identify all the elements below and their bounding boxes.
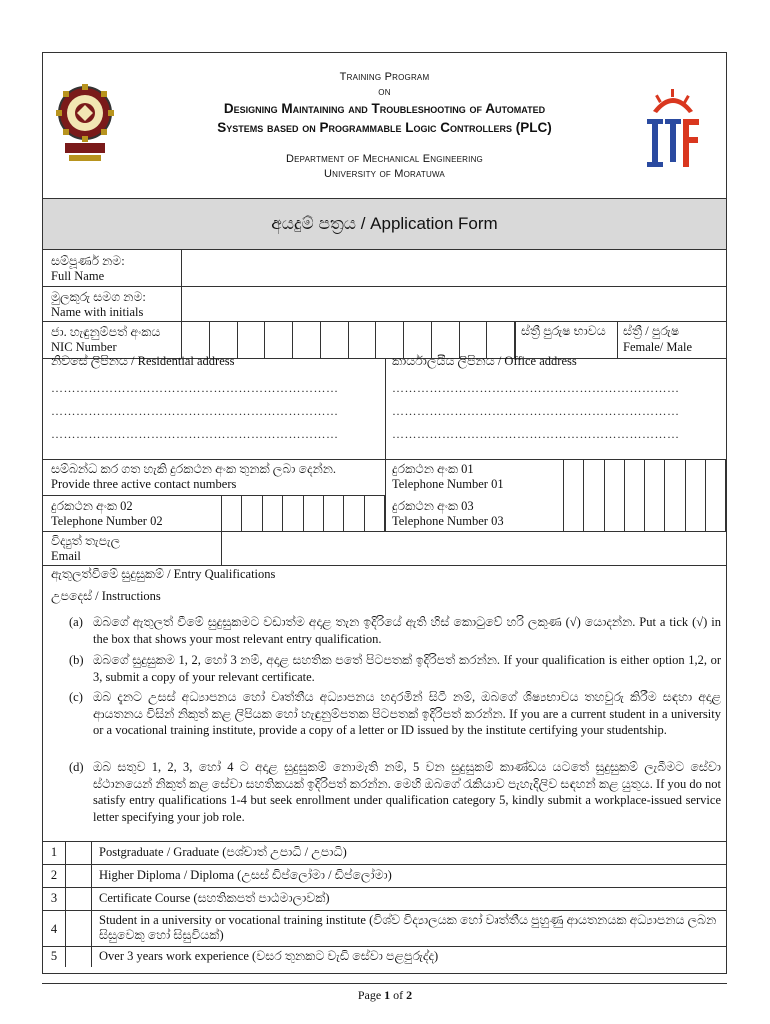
nic-label: NIC Number <box>51 340 117 354</box>
char-box[interactable] <box>209 321 237 358</box>
option-1-checkbox[interactable] <box>66 842 91 864</box>
char-box[interactable] <box>181 321 209 358</box>
department-name: Department of Mechanical Engineering <box>286 153 483 165</box>
char-box[interactable] <box>323 495 343 531</box>
option-number: 2 <box>50 868 58 882</box>
char-box[interactable] <box>664 495 684 531</box>
option-3-checkbox[interactable] <box>66 888 91 910</box>
instruction-b <box>69 652 721 685</box>
email-label: Email <box>51 549 81 563</box>
page-total: 2 <box>406 988 413 1002</box>
char-box[interactable] <box>685 459 705 495</box>
instruction-label: (a) <box>69 615 83 629</box>
email-label-si: විද්‍යුත් තැපැල <box>51 534 121 548</box>
char-box[interactable] <box>221 495 241 531</box>
tel3-input[interactable] <box>563 495 726 531</box>
option-5-checkbox[interactable] <box>66 947 91 966</box>
page-footer <box>0 988 770 1003</box>
full-name-input[interactable] <box>182 251 725 285</box>
char-box[interactable] <box>282 495 302 531</box>
gender-options[interactable]: Female/ Male <box>623 340 693 354</box>
char-box[interactable] <box>604 495 624 531</box>
char-box[interactable] <box>241 495 261 531</box>
char-box[interactable] <box>403 321 431 358</box>
option-number: 1 <box>50 845 58 859</box>
page-number: 1 <box>384 988 391 1002</box>
gender-label-si: ස්ත්‍රී පුරුෂ භාවය <box>521 324 606 338</box>
form-title: අයදුම් පත්‍රය / Application Form <box>43 198 726 250</box>
option-number: 3 <box>50 891 58 905</box>
instruction-text: ඔබ දැනට උසස් අධ්‍යාපනය හෝ වෘත්තීය අධ්‍යාපනය හදාරමින් සිටී නම්, ඔබගේ ශිෂ්‍යභාවය තහවුරු කිරීම සඳහා අදාළ ආයතනය විසින් නිකුත් කළ ලිපියක හෝ හැඳුනුම්පතක පිටපතක් ඉදිරිපත් කරන්න. If you are a current student in a university or a vocational training institute, provide a copy of a letter or ID issued by the institute certifying your studentship. <box>93 690 721 737</box>
page-prefix: Page <box>357 988 385 1002</box>
tel2-input[interactable] <box>221 495 385 531</box>
char-box[interactable] <box>624 459 644 495</box>
char-box[interactable] <box>459 321 487 358</box>
char-box[interactable] <box>262 495 282 531</box>
residential-address-line1[interactable]: …………………………………………………………… <box>51 381 339 395</box>
application-sheet <box>42 52 727 974</box>
instruction-label: (c) <box>69 690 83 704</box>
tel3-label: Telephone Number 03 <box>392 514 504 528</box>
option-text: Higher Diploma / Diploma (උසස් ඩිප්ලෝමා / ඩිප්ලෝමා) <box>99 868 392 882</box>
option-text: Student in a university or vocational training institute (විශ්ව විද්‍යාලයක හෝ වෘත්තීය පුහුණු ආයතනයක අධ්‍යාපනය ලබන සිසුවෙකු හෝ සිසුවියක්) <box>99 913 717 942</box>
instruction-a <box>69 614 721 647</box>
option-text: Postgraduate / Graduate (පශ්චාත් උපාධි / උපාධි) <box>99 845 347 859</box>
char-box[interactable] <box>705 459 726 495</box>
instruction-text: ඔබගේ සුදුසුකම 1, 2, හෝ 3 නම්, අදාළ සහතික පතේ පිටපතක් ඉදිරිපත් කරන්න. If your qualification is either option 1,2, or 3, submit a copy of your relevant certificate. <box>93 653 721 684</box>
char-box[interactable] <box>705 495 726 531</box>
option-number: 5 <box>50 949 58 963</box>
char-box[interactable] <box>583 459 603 495</box>
contact-label: Provide three active contact numbers <box>51 477 237 491</box>
char-box[interactable] <box>563 495 583 531</box>
residential-address-label: නිවසේ ලිපිනය / Residential address <box>51 354 235 368</box>
instruction-d <box>69 759 721 825</box>
option-4-checkbox[interactable] <box>66 911 91 945</box>
office-address-line2[interactable]: …………………………………………………………… <box>392 404 680 418</box>
full-name-label: Full Name <box>51 269 105 283</box>
office-address-line1[interactable]: …………………………………………………………… <box>392 381 680 395</box>
program-title-line1: Designing Maintaining and Troubleshooting of Automated <box>223 101 546 116</box>
char-box[interactable] <box>364 495 385 531</box>
instruction-label: (b) <box>69 653 84 667</box>
tel1-label-si: දුරකථන අංක 01 <box>392 462 474 476</box>
tel1-input[interactable] <box>563 459 726 495</box>
char-box[interactable] <box>583 495 603 531</box>
nic-label-si: ජා. හැඳුනුම්පත් අංකය <box>51 325 161 339</box>
tel3-label-si: දුරකථන අංක 03 <box>392 499 474 513</box>
char-box[interactable] <box>431 321 459 358</box>
tel2-label: Telephone Number 02 <box>51 514 163 528</box>
full-name-label-si: සම්පූර්ණ නම: <box>51 254 125 268</box>
header <box>43 53 726 198</box>
entry-qualifications-heading: ඇතුලත්වීමේ සුදුසුකම් / Entry Qualifications <box>51 567 276 581</box>
char-box[interactable] <box>604 459 624 495</box>
initials-label: Name with initials <box>51 305 144 319</box>
instruction-text: ඔබගේ ඇතුලත් වීමේ සුදුසුකමට වඩාත්ම අදාළ තැන ඉදිරියේ ඇති හිස් කොටුවේ හරි ලකුණ (√) යොදන්න. Put a tick (√) in the box that shows your most relevant entry qualification. <box>93 615 721 646</box>
initials-label-si: මුලකුරු සමග නම: <box>51 290 146 304</box>
char-box[interactable] <box>685 495 705 531</box>
instructions-heading: උපදෙස් / Instructions <box>51 589 161 603</box>
char-box[interactable] <box>664 459 684 495</box>
option-number: 4 <box>50 922 58 936</box>
instruction-label: (d) <box>69 760 84 774</box>
char-box[interactable] <box>320 321 348 358</box>
char-box[interactable] <box>486 321 515 358</box>
nic-input[interactable] <box>181 321 515 358</box>
instruction-c <box>69 689 721 739</box>
char-box[interactable] <box>624 495 644 531</box>
program-label: Training Program <box>339 71 430 83</box>
char-box[interactable] <box>348 321 376 358</box>
residential-address-line2[interactable]: …………………………………………………………… <box>51 404 339 418</box>
char-box[interactable] <box>563 459 583 495</box>
char-box[interactable] <box>644 459 664 495</box>
residential-address-line3[interactable]: …………………………………………………………… <box>51 427 339 441</box>
gender-options-si[interactable]: ස්ත්‍රී / පුරුෂ <box>623 324 680 338</box>
char-box[interactable] <box>292 321 320 358</box>
char-box[interactable] <box>375 321 403 358</box>
tel2-label-si: දුරකථන අංක 02 <box>51 499 133 513</box>
char-box[interactable] <box>264 321 292 358</box>
option-text: Certificate Course (සහතිකපත් පාඨමාලාවක්) <box>99 891 330 905</box>
instruction-text: ඔබ සතුව 1, 2, 3, හෝ 4 ට අදාළ සුදුසුකම් නොමැති නම්, 5 වන සුදුසුකම් කාණ්ඩය යටතේ සුදුසුකම් ලැබීමට සේවා ස්ථානයෙන් නිකුත් කළ සේවා සහතිකයක් ඉදිරිපත් කරන්න. මෙහි ඔබගේ රැකියාව පැහැදිලිව සඳහන් කළ යුතුය. If you do not satisfy entry qualifications 1-4 but seek enrollment under qualification category 5, kindly submit a workplace-issued service letter specifying your job role. <box>93 760 721 824</box>
char-box[interactable] <box>303 495 323 531</box>
program-title-line2: Systems based on Programmable Logic Controllers (PLC) <box>217 120 552 135</box>
option-2-checkbox[interactable] <box>66 865 91 887</box>
char-box[interactable] <box>237 321 265 358</box>
option-text: Over 3 years work experience (වසර තුනකට වැඩි සේවා පළපුරුද්ද) <box>99 949 439 963</box>
char-box[interactable] <box>644 495 664 531</box>
footer-rule <box>42 983 727 984</box>
office-address-label: කාර්යාලයීය ලිපිනය / Office address <box>392 354 577 368</box>
page-of: of <box>390 988 407 1002</box>
contact-label-si: සම්බන්ධ කර ගත හැකි දුරකථන අංක තුනක් ලබා දෙන්න. <box>51 462 337 476</box>
email-input[interactable] <box>222 532 725 564</box>
name-with-initials-input[interactable] <box>182 287 725 320</box>
university-name: University of Moratuwa <box>324 168 445 180</box>
on-label: on <box>378 86 391 98</box>
char-box[interactable] <box>343 495 363 531</box>
tel1-label: Telephone Number 01 <box>392 477 504 491</box>
office-address-line3[interactable]: …………………………………………………………… <box>392 427 680 441</box>
